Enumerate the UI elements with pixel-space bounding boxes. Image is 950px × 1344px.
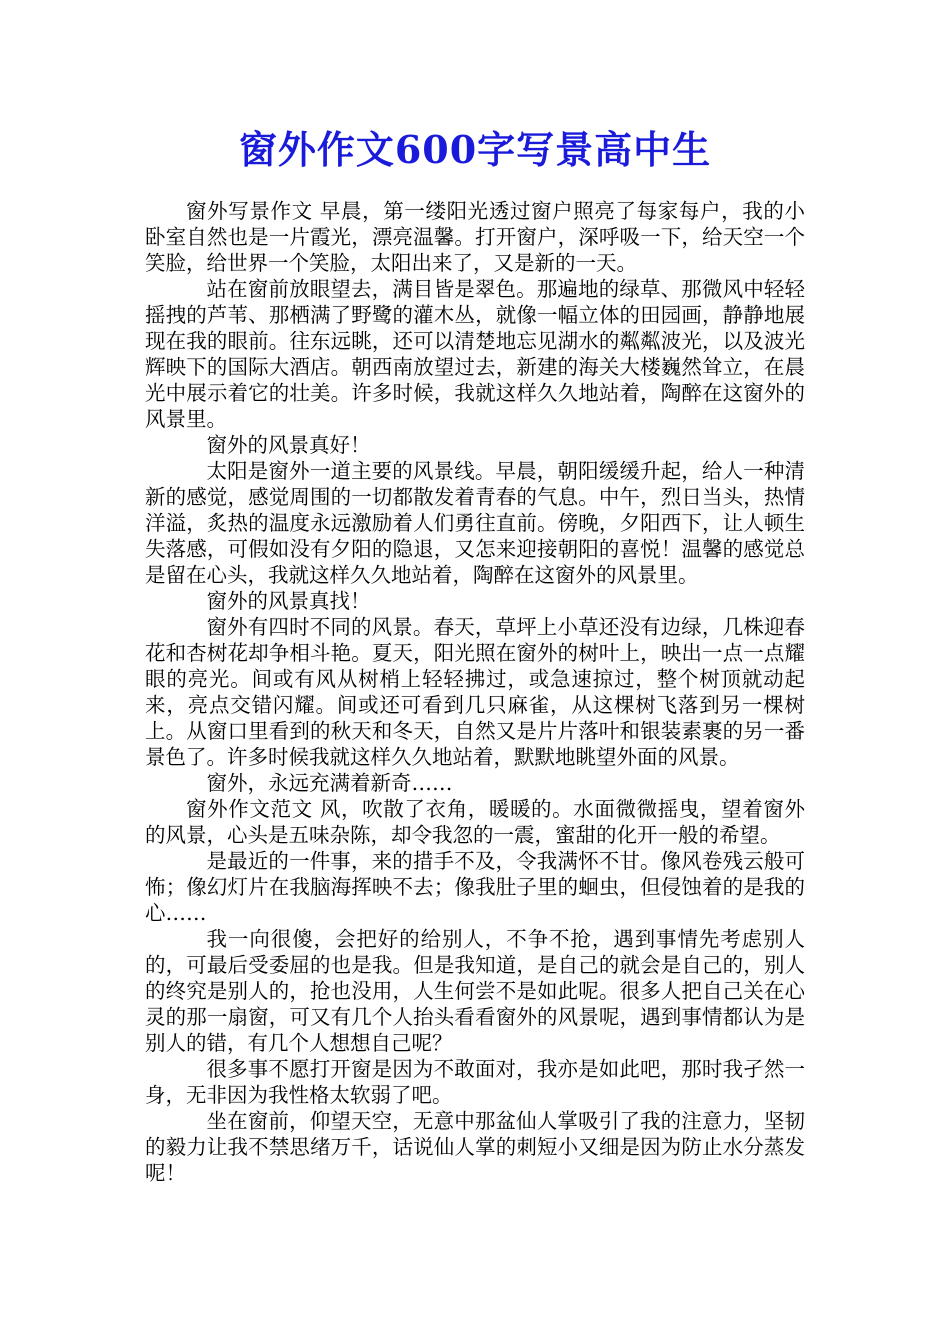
paragraph: 窗外有四时不同的风景。春天，草坪上小草还没有边绿，几株迎春花和杏树花却争相斗艳。夏天，阳光照在窗外的树叶上，映出一点一点耀眼的亮光。间或有风从树梢上轻轻拂过，或急速掠过，整个树顶就动起来，亮点交错闪耀。间或还可看到几只麻雀，从这棵树飞落到另一棵树上。从窗口里看到的秋天和冬天，自然又是片片落叶和银装素裹的另一番景色了。许多时候我就这样久久地站着，默默地眺望外面的风景。 <box>145 615 805 769</box>
paragraph: 我一向很傻，会把好的给别人，不争不抢，遇到事情先考虑别人的，可最后受委屈的也是我。但是我知道，是自己的就会是自己的，别人的终究是别人的，抢也没用，人生何尝不是如此呢。很多人把自己关在心灵的那一扇窗，可又有几个人抬头看看窗外的风景呢，遇到事情都认为是别人的错，有几个人想想自己呢？ <box>145 927 805 1055</box>
paragraph: 太阳是窗外一道主要的风景线。早晨，朝阳缓缓升起，给人一种清新的感觉，感觉周围的一切都散发着青春的气息。中午，烈日当头，热情洋溢，炙热的温度永远激励着人们勇往直前。傍晚，夕阳西下，让人顿生失落感，可假如没有夕阳的隐退，又怎来迎接朝阳的喜悦！温馨的感觉总是留在心头，我就这样久久地站着，陶醉在这窗外的风景里。 <box>145 459 805 587</box>
paragraph: 坐在窗前，仰望天空，无意中那盆仙人掌吸引了我的注意力，坚韧的毅力让我不禁思绪万千，话说仙人掌的刺短小又细是因为防止水分蒸发呢！ <box>145 1109 805 1185</box>
paragraph: 窗外，永远充满着新奇…… <box>206 771 453 795</box>
paragraph: 窗外的风景真找！ <box>206 589 371 613</box>
document-title: 窗外作文600字写景高中生 <box>238 127 712 172</box>
document-body <box>145 198 805 1186</box>
paragraph: 是最近的一件事，来的措手不及，令我满怀不甘。像风卷残云般可怖；像幻灯片在我脑海挥映不去；像我肚子里的蛔虫，但侵蚀着的是我的心…… <box>145 849 805 925</box>
paragraph: 站在窗前放眼望去，满目皆是翠色。那遍地的绿草、那微风中轻轻摇拽的芦苇、那栖满了野鹭的灌木丛，就像一幅立体的田园画，静静地展现在我的眼前。往东远眺，还可以清楚地忘见湖水的粼粼波光，以及波光辉映下的国际大酒店。朝西南放望过去，新建的海关大楼巍然耸立，在晨光中展示着它的壮美。许多时候，我就这样久久地站着，陶醉在这窗外的风景里。 <box>145 277 805 431</box>
paragraph: 窗外写景作文 早晨，第一缕阳光透过窗户照亮了每家每户，我的小卧室自然也是一片霞光，漂亮温馨。打开窗户，深呼吸一下，给天空一个笑脸，给世界一个笑脸，太阳出来了，又是新的一天。 <box>145 199 805 275</box>
paragraph: 窗外的风景真好！ <box>206 433 371 457</box>
paragraph: 很多事不愿打开窗是因为不敢面对，我亦是如此吧，那时我孑然一身，无非因为我性格太软弱了吧。 <box>145 1057 805 1107</box>
paragraph: 窗外作文范文 风，吹散了衣角，暖暖的。水面微微摇曳，望着窗外的风景，心头是五味杂陈，却令我忽的一震，蜜甜的化开一般的希望。 <box>145 797 805 847</box>
